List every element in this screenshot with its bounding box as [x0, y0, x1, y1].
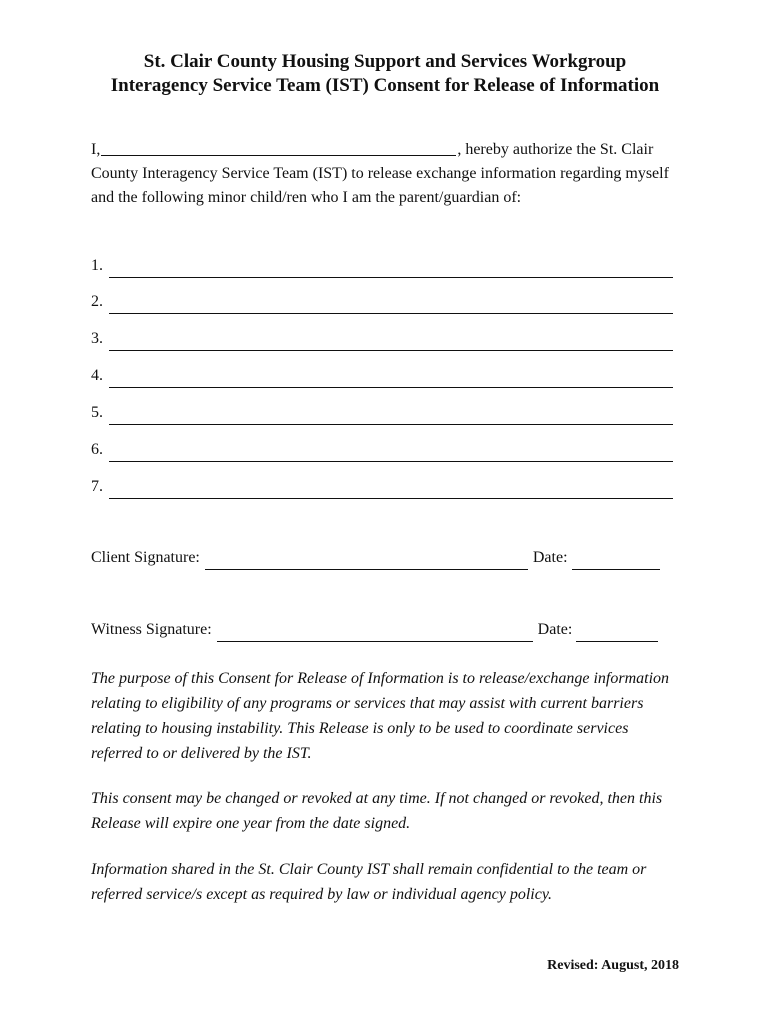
name-blank-field[interactable] — [101, 139, 456, 156]
witness-signature-field[interactable] — [217, 624, 533, 642]
child-number: 1. — [91, 257, 103, 274]
witness-signature-label: Witness Signature: — [91, 621, 212, 638]
child-name-field[interactable] — [109, 260, 673, 278]
purpose-statement: The purpose of this Consent for Release of Information is to release/exchange information relating to eligibility of any programs or services that may assist with current barriers relating to housing instability. This Release is only to be used to coordinate services referred to or delivered by the IST. — [91, 670, 670, 762]
child-row-7 — [91, 475, 673, 499]
child-name-field[interactable] — [109, 444, 673, 462]
child-number: 5. — [91, 404, 103, 421]
child-number: 6. — [91, 441, 103, 458]
client-signature-row — [91, 546, 677, 570]
intro-suffix: , hereby authorize the St. Clair County Interagency Service Team (IST) to release exchange information regarding myself and the following minor child/ren who I am the parent/guardian of: — [91, 141, 669, 206]
child-number: 7. — [91, 478, 103, 495]
child-number: 4. — [91, 367, 103, 384]
child-row-4 — [91, 364, 673, 388]
form-title-line-1: St. Clair County Housing Support and Services Workgroup — [143, 51, 627, 72]
child-row-3 — [91, 327, 673, 351]
child-name-field[interactable] — [109, 370, 673, 388]
revision-date: Revised: August, 2018 — [547, 958, 679, 973]
child-name-field[interactable] — [109, 407, 673, 425]
child-name-field[interactable] — [109, 481, 673, 499]
client-date-label: Date: — [532, 549, 568, 566]
witness-signature-row — [91, 618, 677, 642]
child-number: 3. — [91, 330, 103, 347]
form-title-line-2: Interagency Service Team (IST) Consent for Release of Information — [110, 75, 660, 96]
child-row-2 — [91, 290, 673, 314]
child-name-field[interactable] — [109, 333, 673, 351]
child-row-5 — [91, 401, 673, 425]
child-number: 2. — [91, 293, 103, 310]
authorization-paragraph — [91, 138, 681, 210]
intro-prefix: I, — [91, 141, 101, 158]
revocation-statement: This consent may be changed or revoked at any time. If not changed or revoked, then this Release will expire one year from the date signed. — [91, 790, 663, 832]
witness-date-label: Date: — [537, 621, 573, 638]
child-row-6 — [91, 438, 673, 462]
child-name-field[interactable] — [109, 296, 673, 314]
client-signature-label: Client Signature: — [91, 549, 200, 566]
client-signature-field[interactable] — [205, 552, 528, 570]
confidentiality-statement: Information shared in the St. Clair County IST shall remain confidential to the team or referred service/s except as required by law or individual agency policy. — [91, 861, 647, 903]
witness-date-field[interactable] — [576, 624, 658, 642]
client-date-field[interactable] — [572, 552, 660, 570]
child-row-1 — [91, 254, 673, 278]
